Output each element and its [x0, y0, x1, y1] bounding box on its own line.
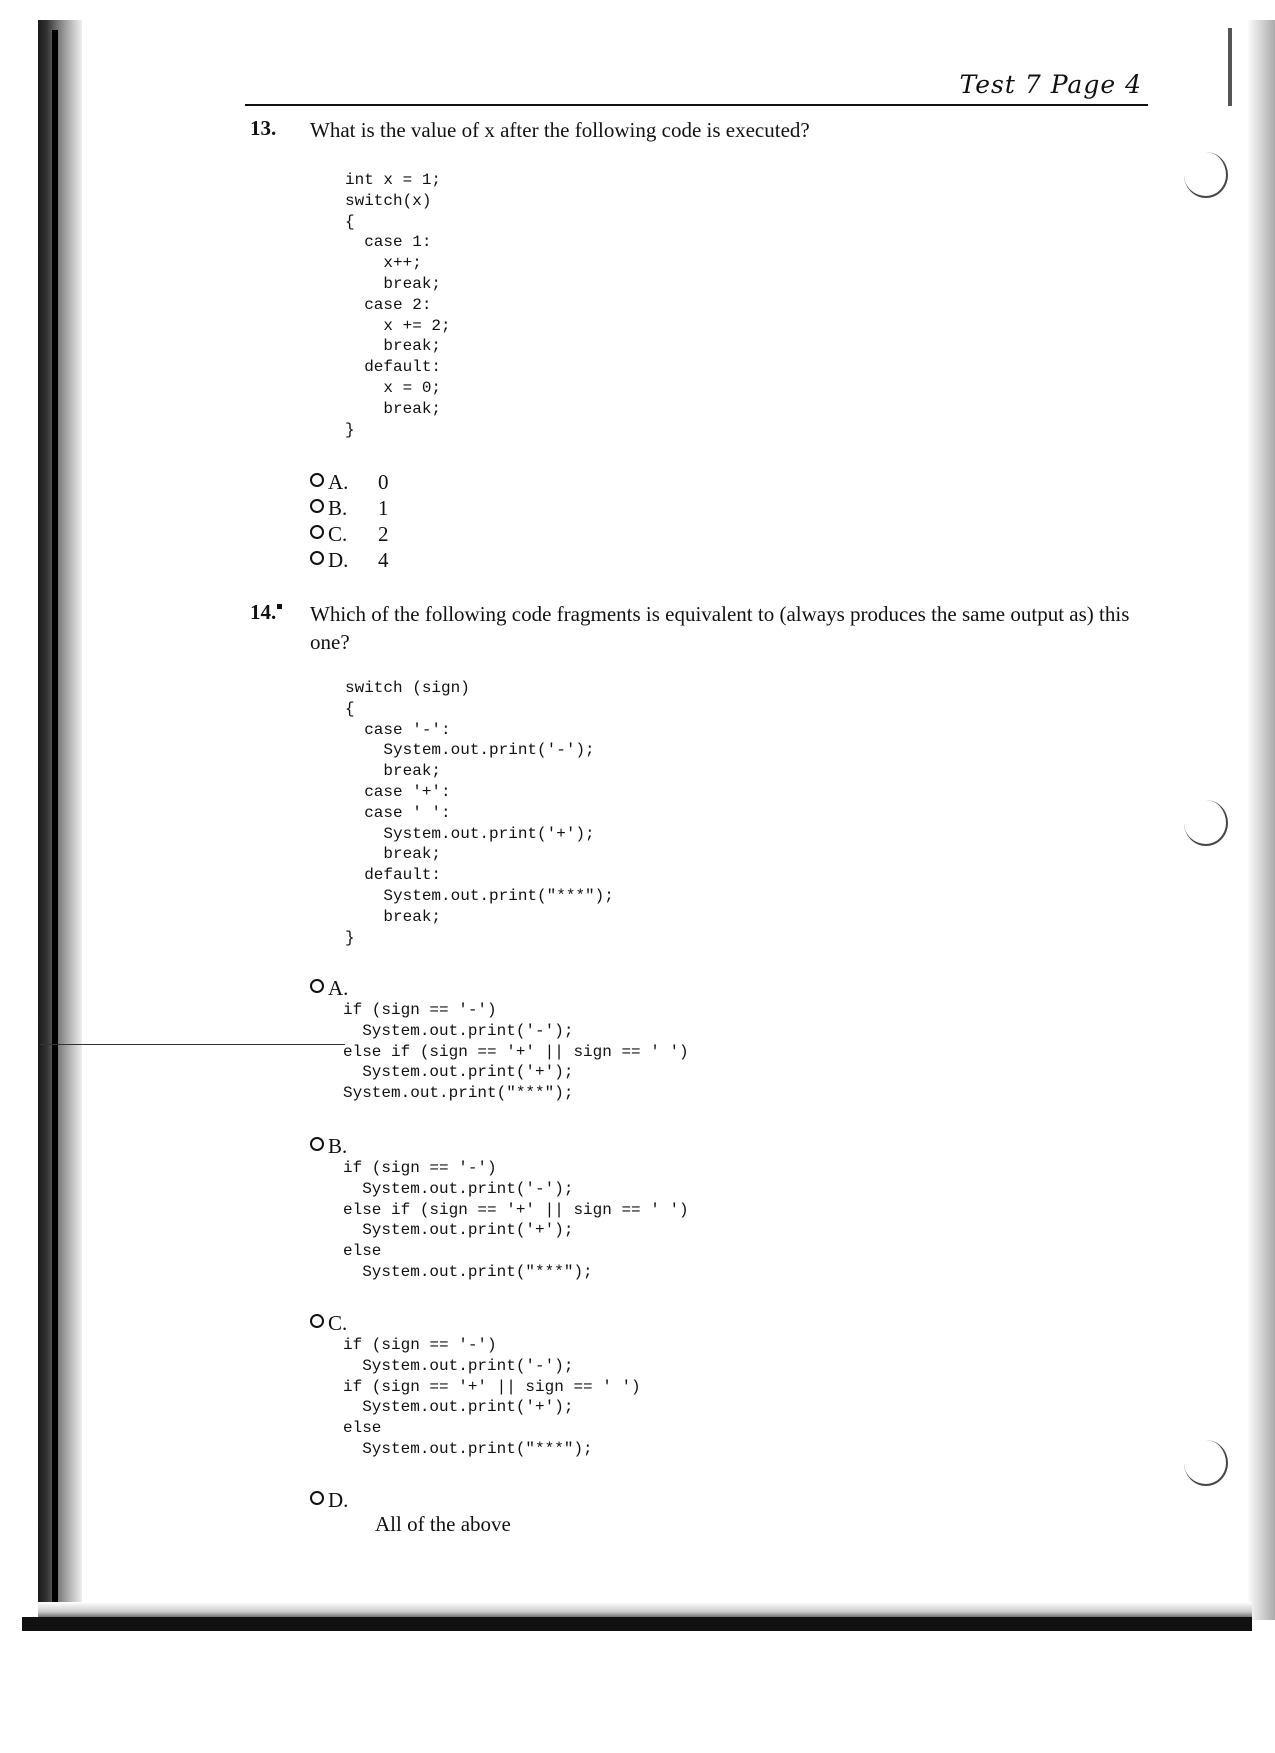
page-bottom-shadow	[38, 1602, 1252, 1618]
page-header	[245, 70, 1148, 106]
radio-bubble[interactable]	[310, 1137, 324, 1151]
choice-list	[310, 470, 389, 574]
choice-letter: D.	[328, 548, 349, 572]
choice-value: 4	[378, 548, 389, 572]
code-block: switch (sign) { case '-': System.out.print('-'); break; case '+': case ' ': System.out.print('+'); break; default: System.out.print("***"); break; }	[345, 679, 614, 947]
choice-b[interactable]	[310, 496, 389, 522]
choice-letter: A.	[328, 470, 349, 494]
radio-bubble[interactable]	[310, 1314, 324, 1328]
radio-bubble[interactable]	[310, 551, 324, 565]
radio-bubble[interactable]	[310, 525, 324, 539]
radio-bubble[interactable]	[310, 1491, 324, 1505]
radio-bubble[interactable]	[310, 499, 324, 513]
question-text: Which of the following code fragments is equivalent to (always produces the same output as) this one?	[310, 602, 1130, 654]
choice-letter: B.	[328, 496, 348, 520]
question-14	[250, 600, 1130, 1540]
option-d-text: All of the above	[375, 1512, 511, 1536]
choice-value: 0	[378, 470, 389, 494]
option-letter: A.	[328, 976, 349, 1000]
page-title: Test 7 Page 4	[959, 70, 1142, 99]
option-a-code: if (sign == '-') System.out.print('-'); else if (sign == '+' || sign == ' ') System.out.print('+'); System.out.print("***");	[343, 1001, 689, 1103]
option-letter: D.	[328, 1488, 349, 1512]
option-letter: C.	[328, 1311, 348, 1335]
punch-hole-bottom	[1184, 1440, 1228, 1486]
choice-value: 1	[378, 496, 389, 520]
punch-hole-middle	[1184, 800, 1228, 846]
question-13	[250, 116, 1130, 576]
choice-letter: C.	[328, 522, 348, 546]
choice-a[interactable]	[310, 470, 389, 496]
radio-bubble[interactable]	[310, 473, 324, 487]
option-c-label[interactable]	[310, 1311, 347, 1336]
option-d-label[interactable]	[310, 1488, 348, 1513]
question-number: 14.	[250, 600, 281, 625]
option-c-code: if (sign == '-') System.out.print('-'); if (sign == '+' || sign == ' ') System.out.print('+'); else System.out.print("***");	[343, 1336, 641, 1458]
radio-bubble[interactable]	[310, 979, 324, 993]
binding-edge-line	[52, 30, 58, 1610]
page-edge-right	[1247, 20, 1275, 1620]
question-text: What is the value of x after the following code is executed?	[310, 118, 810, 142]
question-number: 13.	[250, 116, 277, 140]
choice-d[interactable]	[310, 548, 389, 574]
square-marker-icon	[277, 604, 282, 609]
page-edge-mark	[1228, 28, 1232, 106]
option-letter: B.	[328, 1134, 348, 1158]
punch-hole-top	[1184, 152, 1228, 198]
option-b-code: if (sign == '-') System.out.print('-'); else if (sign == '+' || sign == ' ') System.out.print('+'); else System.out.print("***");	[343, 1159, 689, 1281]
choice-value: 2	[378, 522, 389, 546]
choice-c[interactable]	[310, 522, 389, 548]
binding-shadow-left	[38, 20, 82, 1620]
page-bottom-edge	[22, 1617, 1252, 1631]
code-block: int x = 1; switch(x) { case 1: x++; break; case 2: x += 2; break; default: x = 0; break; }	[345, 171, 451, 439]
option-a-label[interactable]	[310, 976, 348, 1001]
option-b-label[interactable]	[310, 1134, 347, 1159]
